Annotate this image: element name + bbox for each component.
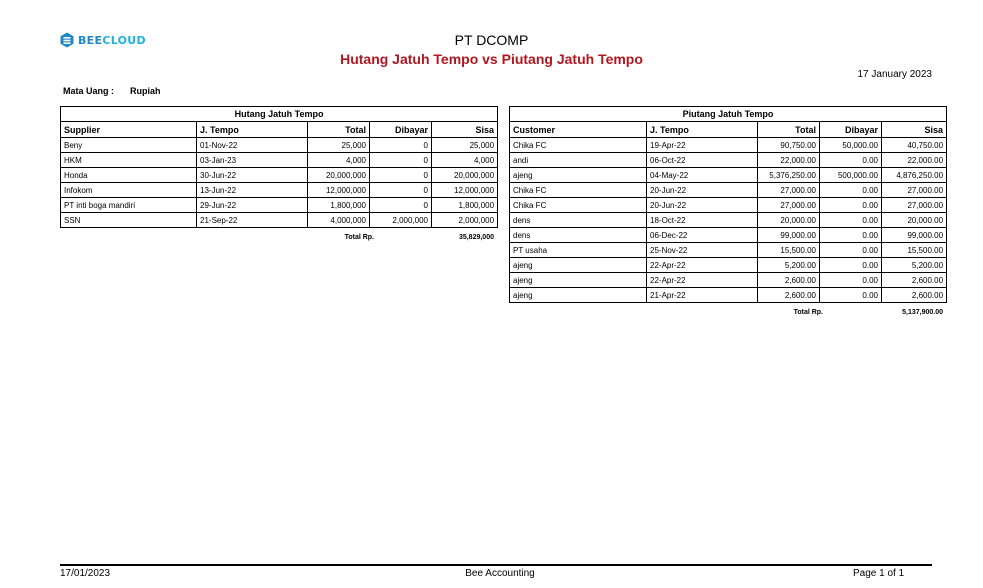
- hutang-cell-sisa: 2,000,000: [432, 213, 498, 228]
- brand-name-cloud: CLOUD: [102, 33, 146, 47]
- piutang-cell-name: Chika FC: [510, 198, 647, 213]
- hutang-cell-sisa: 25,000: [432, 138, 498, 153]
- piutang-cell-dibayar: 0.00: [820, 183, 882, 198]
- piutang-cell-sisa: 4,876,250.00: [882, 168, 947, 183]
- report-title: Hutang Jatuh Tempo vs Piutang Jatuh Tempo: [340, 51, 643, 67]
- piutang-cell-sisa: 27,000.00: [882, 198, 947, 213]
- piutang-cell-name: Chika FC: [510, 138, 647, 153]
- piutang-cell-jtempo: 20-Jun-22: [647, 198, 758, 213]
- piutang-col-dibayar: Dibayar: [820, 122, 882, 138]
- piutang-cell-name: Chika FC: [510, 183, 647, 198]
- piutang-cell-total: 22,000.00: [758, 153, 820, 168]
- currency-value: Rupiah: [130, 86, 161, 96]
- piutang-col-sisa: Sisa: [882, 122, 947, 138]
- piutang-cell-dibayar: 0.00: [820, 273, 882, 288]
- hutang-table-row: [61, 138, 498, 153]
- piutang-table-row: [510, 288, 947, 303]
- hutang-group-header-row: [61, 107, 498, 122]
- piutang-cell-dibayar: 0.00: [820, 213, 882, 228]
- piutang-cell-name: andi: [510, 153, 647, 168]
- piutang-cell-sisa: 5,200.00: [882, 258, 947, 273]
- hutang-cell-jtempo: 01-Nov-22: [197, 138, 308, 153]
- hutang-cell-name: Infokom: [61, 183, 197, 198]
- piutang-table: [509, 106, 947, 303]
- hutang-total-label: Total Rp.: [344, 234, 374, 241]
- piutang-cell-total: 5,200.00: [758, 258, 820, 273]
- piutang-cell-sisa: 40,750.00: [882, 138, 947, 153]
- hutang-cell-jtempo: 30-Jun-22: [197, 168, 308, 183]
- piutang-cell-dibayar: 0.00: [820, 198, 882, 213]
- hutang-cell-sisa: 12,000,000: [432, 183, 498, 198]
- hutang-cell-sisa: 4,000: [432, 153, 498, 168]
- hutang-cell-dibayar: 0: [370, 138, 432, 153]
- piutang-col-customer: Customer: [510, 122, 647, 138]
- hutang-cell-jtempo: 21-Sep-22: [197, 213, 308, 228]
- piutang-table-row: [510, 183, 947, 198]
- piutang-cell-total: 2,600.00: [758, 273, 820, 288]
- piutang-total-label: Total Rp.: [793, 309, 823, 316]
- piutang-cell-name: ajeng: [510, 258, 647, 273]
- hutang-table-row: [61, 153, 498, 168]
- piutang-cell-dibayar: 50,000.00: [820, 138, 882, 153]
- hutang-cell-name: Beny: [61, 138, 197, 153]
- hutang-group-title: Hutang Jatuh Tempo: [61, 107, 498, 122]
- hutang-cell-name: HKM: [61, 153, 197, 168]
- hutang-cell-name: Honda: [61, 168, 197, 183]
- piutang-cell-total: 5,376,250.00: [758, 168, 820, 183]
- piutang-cell-total: 90,750.00: [758, 138, 820, 153]
- piutang-cell-jtempo: 20-Jun-22: [647, 183, 758, 198]
- hutang-table-body: [61, 138, 498, 228]
- piutang-cell-jtempo: 19-Apr-22: [647, 138, 758, 153]
- hutang-cell-dibayar: 0: [370, 168, 432, 183]
- hutang-cell-total: 1,800,000: [308, 198, 370, 213]
- piutang-table-row: [510, 168, 947, 183]
- piutang-group-header-row: [510, 107, 947, 122]
- piutang-table-row: [510, 243, 947, 258]
- hutang-table: [60, 106, 498, 228]
- piutang-table-body: [510, 138, 947, 303]
- piutang-cell-total: 15,500.00: [758, 243, 820, 258]
- brand-name-bee: BEE: [78, 33, 103, 47]
- piutang-cell-sisa: 2,600.00: [882, 273, 947, 288]
- currency-line: [63, 86, 161, 96]
- piutang-cell-total: 20,000.00: [758, 213, 820, 228]
- piutang-cell-dibayar: 500,000.00: [820, 168, 882, 183]
- hutang-column-header-row: [61, 122, 498, 138]
- hutang-cell-dibayar: 2,000,000: [370, 213, 432, 228]
- piutang-cell-jtempo: 18-Oct-22: [647, 213, 758, 228]
- hutang-cell-total: 4,000,000: [308, 213, 370, 228]
- piutang-col-total: Total: [758, 122, 820, 138]
- piutang-cell-dibayar: 0.00: [820, 288, 882, 303]
- hutang-cell-jtempo: 13-Jun-22: [197, 183, 308, 198]
- piutang-cell-sisa: 22,000.00: [882, 153, 947, 168]
- piutang-table-row: [510, 228, 947, 243]
- hutang-col-dibayar: Dibayar: [370, 122, 432, 138]
- piutang-column-header-row: [510, 122, 947, 138]
- hutang-col-supplier: Supplier: [61, 122, 197, 138]
- hutang-cell-total: 25,000: [308, 138, 370, 153]
- hutang-cell-dibayar: 0: [370, 153, 432, 168]
- hutang-cell-total: 12,000,000: [308, 183, 370, 198]
- piutang-cell-dibayar: 0.00: [820, 153, 882, 168]
- hutang-cell-sisa: 20,000,000: [432, 168, 498, 183]
- piutang-cell-jtempo: 06-Dec-22: [647, 228, 758, 243]
- piutang-table-row: [510, 273, 947, 288]
- hutang-total-value: 35,829,000: [458, 234, 494, 241]
- currency-label: Mata Uang :: [63, 86, 115, 96]
- piutang-cell-sisa: 2,600.00: [882, 288, 947, 303]
- hutang-col-jtempo: J. Tempo: [197, 122, 308, 138]
- piutang-cell-jtempo: 06-Oct-22: [647, 153, 758, 168]
- piutang-cell-sisa: 15,500.00: [882, 243, 947, 258]
- hutang-cell-jtempo: 03-Jan-23: [197, 153, 308, 168]
- footer-app-name: Bee Accounting: [465, 568, 535, 579]
- piutang-cell-total: 27,000.00: [758, 183, 820, 198]
- piutang-table-row: [510, 258, 947, 273]
- hutang-col-sisa: Sisa: [432, 122, 498, 138]
- piutang-total-value: 5,137,900.00: [902, 309, 943, 316]
- company-name: PT DCOMP: [454, 32, 529, 48]
- piutang-cell-name: dens: [510, 213, 647, 228]
- piutang-col-jtempo: J. Tempo: [647, 122, 758, 138]
- hutang-table-row: [61, 213, 498, 228]
- piutang-cell-dibayar: 0.00: [820, 228, 882, 243]
- piutang-cell-sisa: 99,000.00: [882, 228, 947, 243]
- hutang-cell-name: SSN: [61, 213, 197, 228]
- hutang-cell-dibayar: 0: [370, 198, 432, 213]
- piutang-cell-sisa: 20,000.00: [882, 213, 947, 228]
- footer-date: 17/01/2023: [60, 568, 111, 579]
- hutang-table-row: [61, 198, 498, 213]
- piutang-cell-jtempo: 25-Nov-22: [647, 243, 758, 258]
- hutang-cell-total: 4,000: [308, 153, 370, 168]
- hutang-cell-jtempo: 29-Jun-22: [197, 198, 308, 213]
- footer-divider: [60, 564, 932, 566]
- hutang-cell-sisa: 1,800,000: [432, 198, 498, 213]
- piutang-cell-total: 99,000.00: [758, 228, 820, 243]
- piutang-cell-total: 2,600.00: [758, 288, 820, 303]
- piutang-total: [509, 309, 943, 316]
- piutang-cell-name: ajeng: [510, 273, 647, 288]
- piutang-group-title: Piutang Jatuh Tempo: [510, 107, 947, 122]
- piutang-cell-name: ajeng: [510, 168, 647, 183]
- piutang-table-row: [510, 153, 947, 168]
- piutang-cell-dibayar: 0.00: [820, 243, 882, 258]
- piutang-table-row: [510, 138, 947, 153]
- footer-page-number: Page 1 of 1: [853, 568, 905, 579]
- piutang-table-row: [510, 198, 947, 213]
- hutang-col-total: Total: [308, 122, 370, 138]
- piutang-cell-jtempo: 22-Apr-22: [647, 258, 758, 273]
- hutang-table-row: [61, 168, 498, 183]
- report-date: 17 January 2023: [857, 69, 932, 80]
- piutang-cell-jtempo: 21-Apr-22: [647, 288, 758, 303]
- hutang-total: [60, 234, 494, 241]
- hutang-table-row: [61, 183, 498, 198]
- piutang-table-row: [510, 213, 947, 228]
- hutang-cell-total: 20,000,000: [308, 168, 370, 183]
- piutang-cell-sisa: 27,000.00: [882, 183, 947, 198]
- piutang-cell-name: PT usaha: [510, 243, 647, 258]
- hutang-cell-dibayar: 0: [370, 183, 432, 198]
- piutang-cell-name: ajeng: [510, 288, 647, 303]
- piutang-cell-jtempo: 04-May-22: [647, 168, 758, 183]
- piutang-cell-dibayar: 0.00: [820, 258, 882, 273]
- piutang-cell-name: dens: [510, 228, 647, 243]
- piutang-cell-total: 27,000.00: [758, 198, 820, 213]
- hutang-cell-name: PT inti boga mandiri: [61, 198, 197, 213]
- piutang-cell-jtempo: 22-Apr-22: [647, 273, 758, 288]
